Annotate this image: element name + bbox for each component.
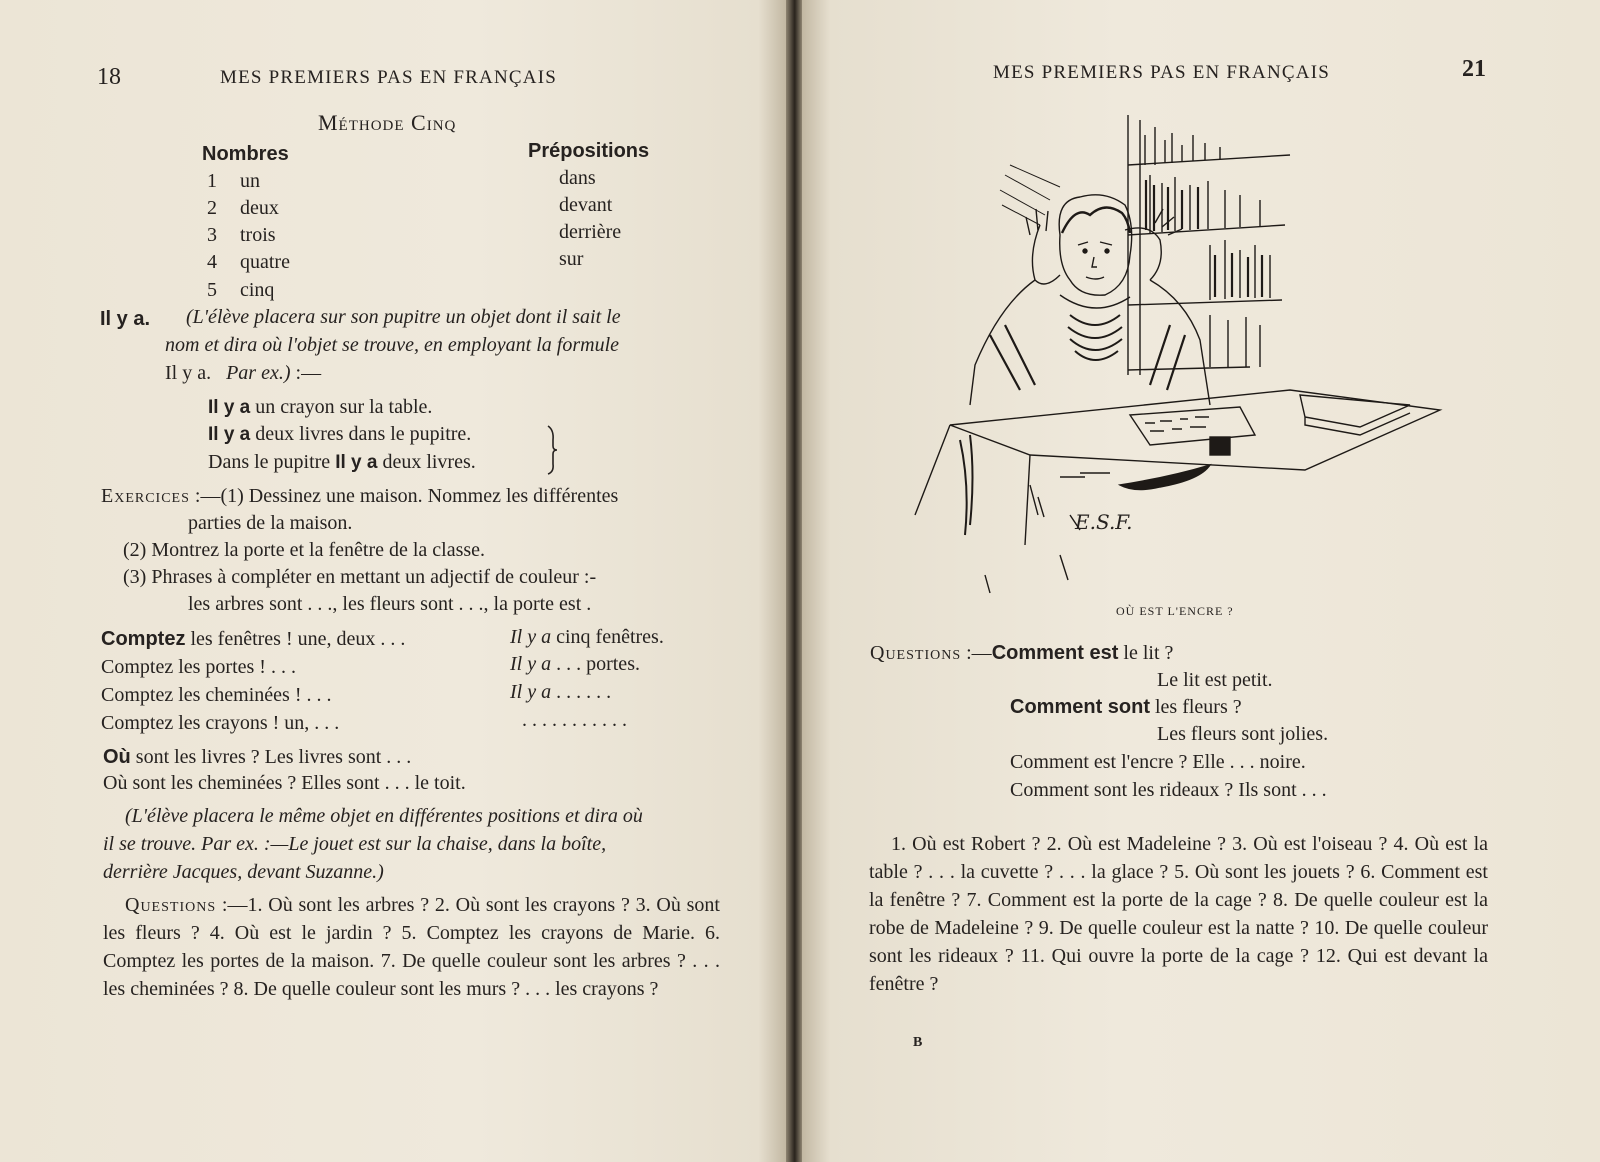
exercices-line: parties de la maison. xyxy=(188,512,353,534)
illustrator-signature: E.S.F. xyxy=(1075,510,1133,534)
ou-line: Où sont les cheminées ? Elles sont . . . le toit. xyxy=(103,772,466,794)
preposition: sur xyxy=(559,248,584,270)
comptez-line: Comptez les fenêtres ! une, deux . . . xyxy=(101,628,406,650)
number-word: un xyxy=(240,170,260,192)
section-title: Méthode Cinq xyxy=(318,110,457,135)
example-sentence: Dans le pupitre Il y a deux livres. xyxy=(208,451,476,473)
ou-line: Où sont les livres ? Les livres sont . . . xyxy=(103,746,412,768)
signature-mark: B xyxy=(913,1035,923,1050)
answer-line: Les fleurs sont jolies. xyxy=(1157,723,1329,745)
left-running-head: MES PREMIERS PAS EN FRANÇAIS xyxy=(220,67,557,88)
number-digit: 1 xyxy=(207,170,217,192)
reponse-line: Il y a . . . . . . xyxy=(510,681,612,703)
preposition: devant xyxy=(559,194,613,216)
numbers-heading: Nombres xyxy=(202,143,289,165)
questions-paragraph: Questions :—1. Où sont les arbres ? 2. Où sont les crayons ? 3. Où sont les fleurs ? 4. Où est le jardin ? 5. Comptez les crayons de Marie. 6. Comptez les portes de la maison. 7. De quelle couleur sont les arbres ? . . . les cheminées ? 8. De quelle couleur sont les murs ? . . . les crayons ? xyxy=(103,894,720,1000)
numbered-questions-paragraph: 1. Où est Robert ? 2. Où est Madeleine ? 3. Où est l'oiseau ? 4. Où est la table ? . . . la cuvette ? . . . la glace ? 5. Où sont les jouets ? 6. Comment est la fenêtre ? 7. Comment est la porte de la cage ? 8. De quelle couleur est la robe de Madeleine ? 9. De quelle couleur est la natte ? 10. De quelle couleur sont les rideaux ? 11. Qui ouvre la porte de la cage ? 12. Qui est devant la fenêtre ? xyxy=(869,833,1488,995)
number-word: deux xyxy=(240,197,279,219)
number-digit: 4 xyxy=(207,251,217,273)
right-running-head: MES PREMIERS PAS EN FRANÇAIS xyxy=(993,62,1330,83)
comptez-line: Comptez les crayons ! un, . . . xyxy=(101,712,340,734)
number-digit: 2 xyxy=(207,197,217,219)
reponse-line: Il y a . . . portes. xyxy=(510,653,640,675)
questions-line: Comment sont les fleurs ? xyxy=(1010,696,1242,718)
note-line: derrière Jacques, devant Suzanne.) xyxy=(103,861,384,883)
number-word: cinq xyxy=(240,279,275,301)
right-page-number: 21 xyxy=(1462,56,1486,82)
questions-line: Questions :—Comment est le lit ? xyxy=(870,642,1174,664)
il-ya-label: Il y a. xyxy=(100,308,151,330)
example-sentence: Il y a un crayon sur la table. xyxy=(208,396,433,418)
reponse-line: . . . . . . . . . . . xyxy=(522,709,627,731)
il-ya-note-line: Il y a. Par ex.) :— xyxy=(165,362,322,384)
exercices-line: Exercices :—(1) Dessinez une maison. Nommez les différentes xyxy=(101,485,619,507)
comptez-line: Comptez les cheminées ! . . . xyxy=(101,684,332,706)
exercices-line: les arbres sont . . ., les fleurs sont . . ., la porte est . xyxy=(188,593,592,615)
note-line: il se trouve. Par ex. :—Le jouet est sur la chaise, dans la boîte, xyxy=(103,833,607,855)
book-gutter xyxy=(786,0,802,1162)
left-page-number: 18 xyxy=(97,64,121,90)
preposition: dans xyxy=(559,167,596,189)
example-sentence: Il y a deux livres dans le pupitre. xyxy=(208,423,472,445)
comptez-line: Comptez les portes ! . . . xyxy=(101,656,296,678)
questions-line: Comment sont les rideaux ? Ils sont . . . xyxy=(1010,779,1327,801)
preposition: derrière xyxy=(559,221,622,243)
number-digit: 5 xyxy=(207,279,217,301)
exercices-line: (3) Phrases à compléter en mettant un adjectif de couleur :- xyxy=(123,566,597,588)
boy-at-desk-illustration xyxy=(910,105,1455,600)
brace-mark xyxy=(544,424,560,476)
questions-line: Comment est l'encre ? Elle . . . noire. xyxy=(1010,751,1306,773)
exercices-line: (2) Montrez la porte et la fenêtre de la classe. xyxy=(123,539,486,561)
il-ya-note-line: (L'élève placera sur son pupitre un objet dont il sait le xyxy=(186,306,621,328)
reponse-line: Il y a cinq fenêtres. xyxy=(510,626,664,648)
illustration-caption: OÙ EST L'ENCRE ? xyxy=(1116,604,1234,618)
prepositions-heading: Prépositions xyxy=(528,140,650,162)
answer-line: Le lit est petit. xyxy=(1157,669,1273,691)
note-line: (L'élève placera le même objet en différentes positions et dira où xyxy=(125,805,643,827)
number-word: trois xyxy=(240,224,276,246)
number-digit: 3 xyxy=(207,224,217,246)
number-word: quatre xyxy=(240,251,290,273)
il-ya-note-line: nom et dira où l'objet se trouve, en employant la formule xyxy=(165,334,620,356)
